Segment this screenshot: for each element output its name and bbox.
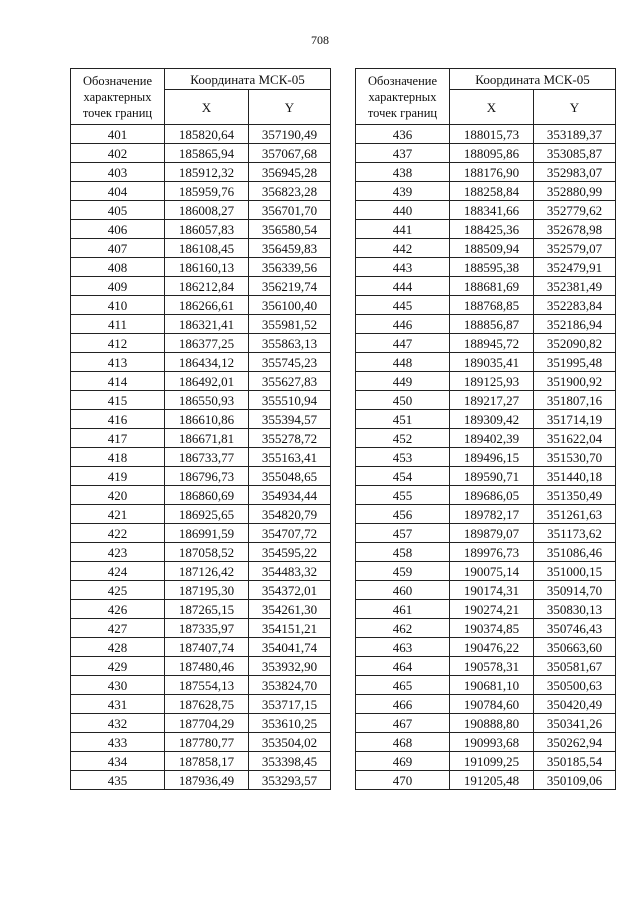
table-row [71, 695, 331, 714]
table-row [356, 771, 616, 790]
y-coordinate-cell: 351622,04 [534, 429, 616, 448]
x-header: X [165, 90, 249, 125]
x-coordinate-cell: 189125,93 [450, 372, 534, 391]
y-coordinate-cell: 355981,52 [249, 315, 331, 334]
table-row [356, 467, 616, 486]
point-id-cell: 419 [71, 467, 165, 486]
y-coordinate-cell: 350500,63 [534, 676, 616, 695]
x-coordinate-cell: 190274,21 [450, 600, 534, 619]
y-coordinate-cell: 355394,57 [249, 410, 331, 429]
y-coordinate-cell: 353189,37 [534, 125, 616, 144]
y-coordinate-cell: 356100,40 [249, 296, 331, 315]
x-coordinate-cell: 187858,17 [165, 752, 249, 771]
y-coordinate-cell: 354934,44 [249, 486, 331, 505]
x-coordinate-cell: 186733,77 [165, 448, 249, 467]
x-coordinate-cell: 185959,76 [165, 182, 249, 201]
point-id-cell: 409 [71, 277, 165, 296]
table-row [356, 505, 616, 524]
x-coordinate-cell: 189496,15 [450, 448, 534, 467]
x-coordinate-cell: 186212,84 [165, 277, 249, 296]
coordinate-system-header: Координата МСК-05 [165, 69, 331, 90]
coordinates-table-right [355, 68, 616, 790]
point-id-cell: 444 [356, 277, 450, 296]
x-coordinate-cell: 190075,14 [450, 562, 534, 581]
table-row [356, 277, 616, 296]
x-coordinate-cell: 188945,72 [450, 334, 534, 353]
point-id-cell: 429 [71, 657, 165, 676]
point-id-cell: 453 [356, 448, 450, 467]
x-coordinate-cell: 187936,49 [165, 771, 249, 790]
designation-header: Обозначение характерных точек границ [356, 69, 450, 125]
y-coordinate-cell: 351350,49 [534, 486, 616, 505]
y-coordinate-cell: 356219,74 [249, 277, 331, 296]
table-row [356, 752, 616, 771]
x-coordinate-cell: 189309,42 [450, 410, 534, 429]
table-row [356, 239, 616, 258]
point-id-cell: 414 [71, 372, 165, 391]
table-row [356, 543, 616, 562]
table-row [356, 714, 616, 733]
table-row [71, 391, 331, 410]
x-coordinate-cell: 186925,65 [165, 505, 249, 524]
y-coordinate-cell: 356945,28 [249, 163, 331, 182]
x-coordinate-cell: 186550,93 [165, 391, 249, 410]
x-coordinate-cell: 188341,66 [450, 201, 534, 220]
point-id-cell: 458 [356, 543, 450, 562]
y-coordinate-cell: 353932,90 [249, 657, 331, 676]
y-coordinate-cell: 354151,21 [249, 619, 331, 638]
x-coordinate-cell: 187628,75 [165, 695, 249, 714]
point-id-cell: 469 [356, 752, 450, 771]
y-coordinate-cell: 350185,54 [534, 752, 616, 771]
x-coordinate-cell: 188258,84 [450, 182, 534, 201]
point-id-cell: 413 [71, 353, 165, 372]
table-row [356, 353, 616, 372]
point-id-cell: 441 [356, 220, 450, 239]
y-coordinate-cell: 356339,56 [249, 258, 331, 277]
table-row [71, 486, 331, 505]
y-coordinate-cell: 357190,49 [249, 125, 331, 144]
table-row [71, 239, 331, 258]
table-row [71, 752, 331, 771]
point-id-cell: 425 [71, 581, 165, 600]
point-id-cell: 470 [356, 771, 450, 790]
table-row [356, 258, 616, 277]
table-row [356, 315, 616, 334]
y-coordinate-cell: 354595,22 [249, 543, 331, 562]
x-coordinate-cell: 188856,87 [450, 315, 534, 334]
table-row [356, 695, 616, 714]
y-coordinate-cell: 352479,91 [534, 258, 616, 277]
point-id-cell: 456 [356, 505, 450, 524]
point-id-cell: 447 [356, 334, 450, 353]
point-id-cell: 418 [71, 448, 165, 467]
x-coordinate-cell: 189402,39 [450, 429, 534, 448]
x-coordinate-cell: 190578,31 [450, 657, 534, 676]
table-row [356, 486, 616, 505]
y-coordinate-cell: 354261,30 [249, 600, 331, 619]
point-id-cell: 427 [71, 619, 165, 638]
y-coordinate-cell: 355163,41 [249, 448, 331, 467]
x-coordinate-cell: 189035,41 [450, 353, 534, 372]
table-row [71, 562, 331, 581]
table-row [71, 182, 331, 201]
table-row [71, 676, 331, 695]
point-id-cell: 422 [71, 524, 165, 543]
table-row [71, 524, 331, 543]
table-row [356, 125, 616, 144]
point-id-cell: 433 [71, 733, 165, 752]
x-coordinate-cell: 189217,27 [450, 391, 534, 410]
x-coordinate-cell: 187554,13 [165, 676, 249, 695]
y-coordinate-cell: 354820,79 [249, 505, 331, 524]
x-coordinate-cell: 191099,25 [450, 752, 534, 771]
x-coordinate-cell: 186610,86 [165, 410, 249, 429]
table-row [71, 467, 331, 486]
x-coordinate-cell: 187058,52 [165, 543, 249, 562]
y-coordinate-cell: 353610,25 [249, 714, 331, 733]
x-coordinate-cell: 187480,46 [165, 657, 249, 676]
point-id-cell: 443 [356, 258, 450, 277]
x-coordinate-cell: 187126,42 [165, 562, 249, 581]
table-row [356, 410, 616, 429]
x-coordinate-cell: 187704,29 [165, 714, 249, 733]
table-row [71, 638, 331, 657]
table-row [71, 315, 331, 334]
point-id-cell: 437 [356, 144, 450, 163]
table-row [71, 600, 331, 619]
table-row [356, 296, 616, 315]
y-header: Y [249, 90, 331, 125]
x-coordinate-cell: 190993,68 [450, 733, 534, 752]
y-coordinate-cell: 352186,94 [534, 315, 616, 334]
y-coordinate-cell: 352983,07 [534, 163, 616, 182]
point-id-cell: 463 [356, 638, 450, 657]
x-coordinate-cell: 189879,07 [450, 524, 534, 543]
point-id-cell: 402 [71, 144, 165, 163]
x-coordinate-cell: 191205,48 [450, 771, 534, 790]
table-row [71, 581, 331, 600]
point-id-cell: 424 [71, 562, 165, 581]
point-id-cell: 431 [71, 695, 165, 714]
table-row [71, 714, 331, 733]
table-row [71, 220, 331, 239]
x-coordinate-cell: 186057,83 [165, 220, 249, 239]
point-id-cell: 446 [356, 315, 450, 334]
table-row [71, 410, 331, 429]
point-id-cell: 438 [356, 163, 450, 182]
point-id-cell: 436 [356, 125, 450, 144]
x-coordinate-cell: 187265,15 [165, 600, 249, 619]
point-id-cell: 435 [71, 771, 165, 790]
page-number: 708 [311, 33, 329, 47]
x-coordinate-cell: 186671,81 [165, 429, 249, 448]
point-id-cell: 452 [356, 429, 450, 448]
table-row [71, 296, 331, 315]
table-row [71, 277, 331, 296]
table-row [71, 657, 331, 676]
table-row [356, 562, 616, 581]
y-coordinate-cell: 351173,62 [534, 524, 616, 543]
y-coordinate-cell: 352283,84 [534, 296, 616, 315]
y-coordinate-cell: 350109,06 [534, 771, 616, 790]
x-coordinate-cell: 186008,27 [165, 201, 249, 220]
y-coordinate-cell: 357067,68 [249, 144, 331, 163]
table-row [356, 600, 616, 619]
x-coordinate-cell: 187335,97 [165, 619, 249, 638]
table-row [71, 144, 331, 163]
x-coordinate-cell: 186266,61 [165, 296, 249, 315]
x-coordinate-cell: 185820,64 [165, 125, 249, 144]
x-header: X [450, 90, 534, 125]
point-id-cell: 467 [356, 714, 450, 733]
table-row [356, 676, 616, 695]
y-coordinate-cell: 354041,74 [249, 638, 331, 657]
point-id-cell: 406 [71, 220, 165, 239]
point-id-cell: 440 [356, 201, 450, 220]
y-coordinate-cell: 351086,46 [534, 543, 616, 562]
y-coordinate-cell: 353293,57 [249, 771, 331, 790]
x-coordinate-cell: 188768,85 [450, 296, 534, 315]
y-coordinate-cell: 352381,49 [534, 277, 616, 296]
point-id-cell: 420 [71, 486, 165, 505]
y-coordinate-cell: 351261,63 [534, 505, 616, 524]
x-coordinate-cell: 186796,73 [165, 467, 249, 486]
y-coordinate-cell: 350830,13 [534, 600, 616, 619]
table-row [356, 372, 616, 391]
point-id-cell: 415 [71, 391, 165, 410]
x-coordinate-cell: 189686,05 [450, 486, 534, 505]
point-id-cell: 451 [356, 410, 450, 429]
y-coordinate-cell: 350420,49 [534, 695, 616, 714]
point-id-cell: 459 [356, 562, 450, 581]
point-id-cell: 430 [71, 676, 165, 695]
x-coordinate-cell: 186991,59 [165, 524, 249, 543]
x-coordinate-cell: 186492,01 [165, 372, 249, 391]
y-coordinate-cell: 350581,67 [534, 657, 616, 676]
point-id-cell: 404 [71, 182, 165, 201]
point-id-cell: 403 [71, 163, 165, 182]
table-row [71, 733, 331, 752]
y-coordinate-cell: 352880,99 [534, 182, 616, 201]
y-coordinate-cell: 352779,62 [534, 201, 616, 220]
y-coordinate-cell: 350914,70 [534, 581, 616, 600]
table-row [71, 201, 331, 220]
y-coordinate-cell: 351000,15 [534, 562, 616, 581]
table-row [71, 258, 331, 277]
x-coordinate-cell: 190784,60 [450, 695, 534, 714]
designation-header: Обозначение характерных точек границ [71, 69, 165, 125]
table-row [356, 733, 616, 752]
y-coordinate-cell: 352678,98 [534, 220, 616, 239]
point-id-cell: 408 [71, 258, 165, 277]
table-row [356, 163, 616, 182]
table-row [356, 144, 616, 163]
y-coordinate-cell: 355048,65 [249, 467, 331, 486]
y-coordinate-cell: 356823,28 [249, 182, 331, 201]
y-coordinate-cell: 351995,48 [534, 353, 616, 372]
y-coordinate-cell: 350663,60 [534, 638, 616, 657]
table-row [356, 220, 616, 239]
coordinates-table-left [70, 68, 331, 790]
y-coordinate-cell: 354483,32 [249, 562, 331, 581]
y-coordinate-cell: 356459,83 [249, 239, 331, 258]
x-coordinate-cell: 190174,31 [450, 581, 534, 600]
y-coordinate-cell: 353717,15 [249, 695, 331, 714]
y-coordinate-cell: 353824,70 [249, 676, 331, 695]
point-id-cell: 461 [356, 600, 450, 619]
x-coordinate-cell: 188681,69 [450, 277, 534, 296]
y-coordinate-cell: 353085,87 [534, 144, 616, 163]
x-coordinate-cell: 190476,22 [450, 638, 534, 657]
point-id-cell: 457 [356, 524, 450, 543]
x-coordinate-cell: 186108,45 [165, 239, 249, 258]
point-id-cell: 468 [356, 733, 450, 752]
table-row [71, 619, 331, 638]
x-coordinate-cell: 186160,13 [165, 258, 249, 277]
point-id-cell: 465 [356, 676, 450, 695]
x-coordinate-cell: 187780,77 [165, 733, 249, 752]
y-coordinate-cell: 350341,26 [534, 714, 616, 733]
y-coordinate-cell: 350746,43 [534, 619, 616, 638]
point-id-cell: 449 [356, 372, 450, 391]
y-coordinate-cell: 351530,70 [534, 448, 616, 467]
y-coordinate-cell: 352090,82 [534, 334, 616, 353]
y-coordinate-cell: 351900,92 [534, 372, 616, 391]
table-row [71, 448, 331, 467]
x-coordinate-cell: 186321,41 [165, 315, 249, 334]
x-coordinate-cell: 188015,73 [450, 125, 534, 144]
y-coordinate-cell: 355745,23 [249, 353, 331, 372]
y-coordinate-cell: 353504,02 [249, 733, 331, 752]
point-id-cell: 462 [356, 619, 450, 638]
point-id-cell: 426 [71, 600, 165, 619]
x-coordinate-cell: 187195,30 [165, 581, 249, 600]
point-id-cell: 416 [71, 410, 165, 429]
table-row [356, 429, 616, 448]
x-coordinate-cell: 186860,69 [165, 486, 249, 505]
x-coordinate-cell: 187407,74 [165, 638, 249, 657]
x-coordinate-cell: 189590,71 [450, 467, 534, 486]
y-coordinate-cell: 351807,16 [534, 391, 616, 410]
point-id-cell: 432 [71, 714, 165, 733]
table-row [71, 505, 331, 524]
y-coordinate-cell: 351440,18 [534, 467, 616, 486]
table-row [356, 657, 616, 676]
y-header: Y [534, 90, 616, 125]
y-coordinate-cell: 354372,01 [249, 581, 331, 600]
x-coordinate-cell: 190681,10 [450, 676, 534, 695]
point-id-cell: 434 [71, 752, 165, 771]
y-coordinate-cell: 355510,94 [249, 391, 331, 410]
x-coordinate-cell: 186377,25 [165, 334, 249, 353]
x-coordinate-cell: 190374,85 [450, 619, 534, 638]
table-row [71, 429, 331, 448]
table-row [356, 448, 616, 467]
point-id-cell: 464 [356, 657, 450, 676]
x-coordinate-cell: 186434,12 [165, 353, 249, 372]
table-row [356, 619, 616, 638]
point-id-cell: 448 [356, 353, 450, 372]
point-id-cell: 401 [71, 125, 165, 144]
table-row [71, 543, 331, 562]
point-id-cell: 410 [71, 296, 165, 315]
table-row [356, 524, 616, 543]
point-id-cell: 405 [71, 201, 165, 220]
table-row [356, 391, 616, 410]
x-coordinate-cell: 185865,94 [165, 144, 249, 163]
point-id-cell: 445 [356, 296, 450, 315]
table-row [71, 771, 331, 790]
table-row [356, 638, 616, 657]
y-coordinate-cell: 352579,07 [534, 239, 616, 258]
point-id-cell: 411 [71, 315, 165, 334]
y-coordinate-cell: 351714,19 [534, 410, 616, 429]
y-coordinate-cell: 356580,54 [249, 220, 331, 239]
table-row [71, 163, 331, 182]
table-row [356, 334, 616, 353]
point-id-cell: 442 [356, 239, 450, 258]
table-row [71, 353, 331, 372]
point-id-cell: 460 [356, 581, 450, 600]
point-id-cell: 466 [356, 695, 450, 714]
y-coordinate-cell: 355627,83 [249, 372, 331, 391]
point-id-cell: 450 [356, 391, 450, 410]
x-coordinate-cell: 188425,36 [450, 220, 534, 239]
table-row [356, 182, 616, 201]
y-coordinate-cell: 355863,13 [249, 334, 331, 353]
point-id-cell: 407 [71, 239, 165, 258]
point-id-cell: 454 [356, 467, 450, 486]
x-coordinate-cell: 188509,94 [450, 239, 534, 258]
coordinate-system-header: Координата МСК-05 [450, 69, 616, 90]
x-coordinate-cell: 189782,17 [450, 505, 534, 524]
y-coordinate-cell: 355278,72 [249, 429, 331, 448]
x-coordinate-cell: 188095,86 [450, 144, 534, 163]
point-id-cell: 421 [71, 505, 165, 524]
y-coordinate-cell: 354707,72 [249, 524, 331, 543]
x-coordinate-cell: 188595,38 [450, 258, 534, 277]
point-id-cell: 428 [71, 638, 165, 657]
table-row [71, 125, 331, 144]
x-coordinate-cell: 189976,73 [450, 543, 534, 562]
table-row [356, 201, 616, 220]
y-coordinate-cell: 356701,70 [249, 201, 331, 220]
table-row [71, 334, 331, 353]
y-coordinate-cell: 353398,45 [249, 752, 331, 771]
x-coordinate-cell: 190888,80 [450, 714, 534, 733]
y-coordinate-cell: 350262,94 [534, 733, 616, 752]
x-coordinate-cell: 188176,90 [450, 163, 534, 182]
point-id-cell: 417 [71, 429, 165, 448]
x-coordinate-cell: 185912,32 [165, 163, 249, 182]
table-row [356, 581, 616, 600]
point-id-cell: 412 [71, 334, 165, 353]
point-id-cell: 423 [71, 543, 165, 562]
point-id-cell: 455 [356, 486, 450, 505]
point-id-cell: 439 [356, 182, 450, 201]
table-row [71, 372, 331, 391]
